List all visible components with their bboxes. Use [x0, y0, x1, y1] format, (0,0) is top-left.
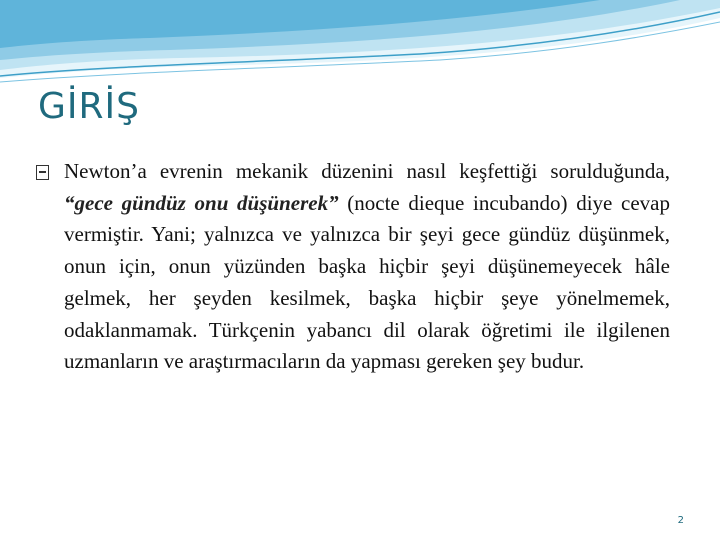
body-quote: “gece gündüz onu düşünerek” — [64, 190, 339, 215]
slide-content — [36, 156, 670, 378]
bullet-icon — [36, 165, 49, 180]
slide-title: GİRİŞ — [38, 86, 140, 127]
page-number: 2 — [677, 515, 684, 526]
body-text-rest: (nocte dieque incubando) diye cevap vermiştir. Yani; yalnızca ve yalnızca bir şeyi gece gündüz düşünmek, onun için, onun yüzünden başka hiçbir şeyi düşünemeyecek hâle gelmek, her şeyden kesilmek, başka hiçbir şeye yönelmemek, odaklanmamak. Türkçenin yabancı dil olarak öğretimi ile ilgilenen uzmanların ve araştırmacıların da yapması gereken şey budur. — [64, 190, 670, 374]
body-text-intro: Newton’a evrenin mekanik düzenini nasıl keşfettiği sorulduğunda, — [64, 159, 670, 183]
header-wave-decoration — [0, 0, 720, 90]
body-paragraph — [36, 156, 670, 378]
